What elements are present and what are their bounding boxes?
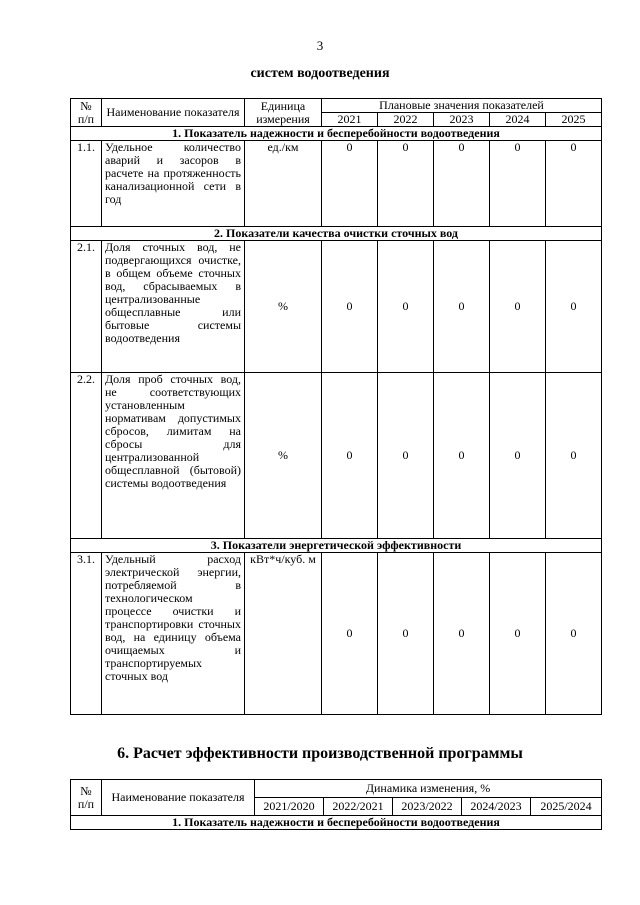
row-name: Доля проб сточных вод, не соответствующих установленным нормативам допустимых сбросов, лимитам на сбросы для централизованной общесплавной (бытовой) системы водоотведения [102,373,245,539]
row-unit: кВт*ч/куб. м [245,553,322,715]
row-value: 0 [490,241,546,373]
section-title-energy: 3. Показатели энергетической эффективности [71,539,602,553]
row-value: 0 [322,141,378,227]
row-value: 0 [378,241,434,373]
table-row [71,373,602,539]
header-period: 2025/2024 [531,798,602,816]
section-title-reliability: 1. Показатель надежности и бесперебойности водоотведения [71,127,602,141]
row-num: 1.1. [71,141,102,227]
header-num: № п/п [71,99,102,127]
header-period: 2022/2021 [324,798,393,816]
page-number: 3 [316,38,324,53]
row-value: 0 [322,373,378,539]
row-unit: % [245,373,322,539]
header-planned-values: Плановые значения показателей [322,99,602,113]
row-value: 0 [490,373,546,539]
row-name: Удельное количество аварий и засоров в расчете на протяженность канализационной сети в год [102,141,245,227]
header-year: 2022 [378,113,434,127]
header-name: Наименование показателя [102,99,245,127]
row-value: 0 [490,553,546,715]
header-name: Наименование показателя [102,780,255,816]
table-row [71,553,602,715]
header-num: № п/п [71,780,102,816]
efficiency-dynamics-table [70,779,602,830]
table-row [71,241,602,373]
row-name: Доля сточных вод, не подвергающихся очистке, в общем объеме сточных вод, сбрасываемых в централизованные общесплавные или бытовые системы водоотведения [102,241,245,373]
header-period: 2021/2020 [255,798,324,816]
row-value: 0 [322,553,378,715]
section-heading-continuation: систем водоотведения [250,66,390,81]
row-unit: ед./км [245,141,322,227]
row-value: 0 [322,241,378,373]
section-6-heading: 6. Расчет эффективности производственной программы [117,745,523,762]
row-value: 0 [546,373,602,539]
planned-indicators-table [70,98,602,715]
row-value: 0 [546,141,602,227]
row-value: 0 [434,241,490,373]
row-value: 0 [378,373,434,539]
header-unit: Единица измерения [245,99,322,127]
row-value: 0 [378,553,434,715]
row-num: 2.2. [71,373,102,539]
row-unit: % [245,241,322,373]
row-num: 3.1. [71,553,102,715]
header-year: 2024 [490,113,546,127]
row-value: 0 [434,373,490,539]
row-value: 0 [546,241,602,373]
row-value: 0 [434,141,490,227]
header-year: 2023 [434,113,490,127]
section-title-reliability: 1. Показатель надежности и бесперебойности водоотведения [71,816,602,830]
section-title-quality: 2. Показатели качества очистки сточных вод [71,227,602,241]
header-year: 2021 [322,113,378,127]
table-row [71,141,602,227]
row-num: 2.1. [71,241,102,373]
row-value: 0 [490,141,546,227]
row-value: 0 [546,553,602,715]
row-value: 0 [434,553,490,715]
header-year: 2025 [546,113,602,127]
header-period: 2023/2022 [393,798,462,816]
row-value: 0 [378,141,434,227]
row-name: Удельный расход электрической энергии, потребляемой в технологическом процессе очистки и транспортировки сточных вод, на единицу объема очищаемых и транспортируемых сточных вод [102,553,245,715]
header-dynamics: Динамика изменения, % [255,780,602,798]
header-period: 2024/2023 [462,798,531,816]
